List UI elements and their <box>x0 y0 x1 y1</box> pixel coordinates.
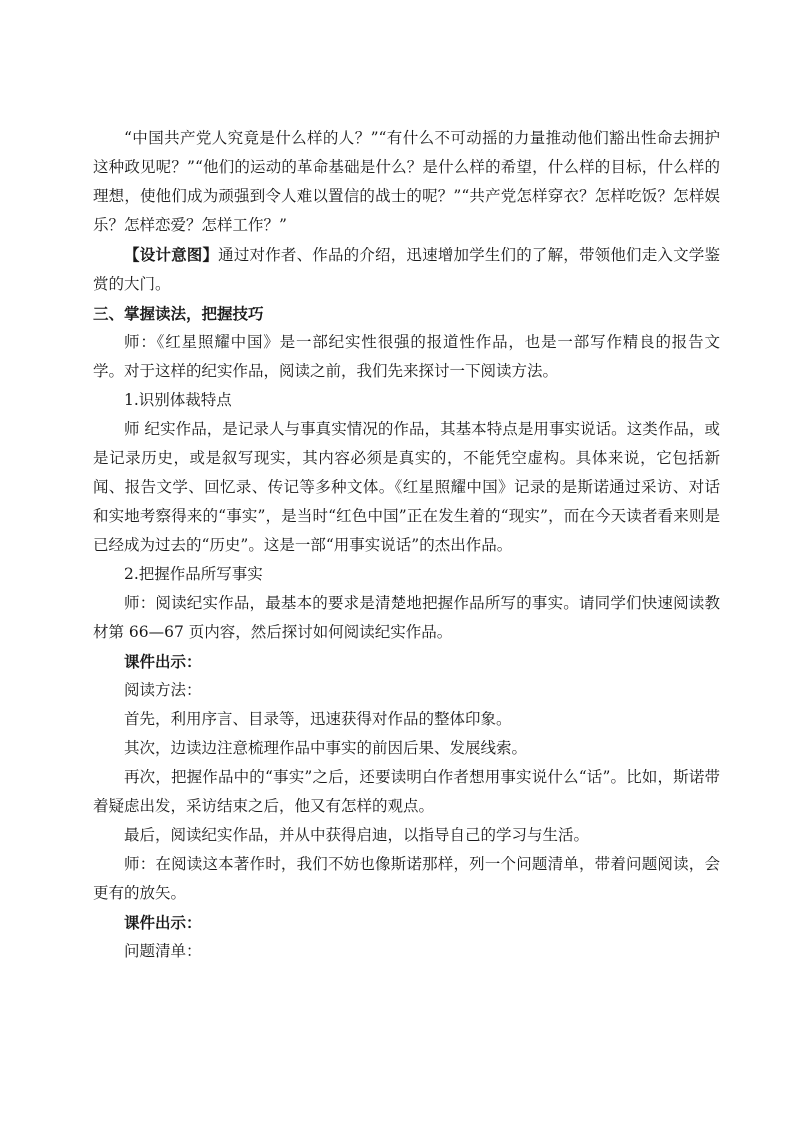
courseware-label-2: 课件出示： <box>124 913 202 932</box>
teacher-paragraph-3: 师：阅读纪实作品，最基本的要求是清楚地把握作品所写的事实。请同学们快速阅读教材第 66—67 页内容，然后探讨如何阅读纪实作品。 <box>93 594 720 641</box>
teacher-paragraph-2: 师 纪实作品，是记录人与事真实情况的作品，其基本特点是用事实说话。这类作品，或是记录历史，或是叙写现实，其内容必须是真实的，不能凭空虚构。具体来说，它包括新闻、报告文学、回忆录、传记等多种文体。《红星照耀中国》记录的是斯诺通过采访、对话和实地考察得来的“事实”，是当时“红色中国”正在发生着的“现实”，而在今天读者看来则是已经成为过去的“历史”。这是一部“用事实说话”的杰出作品。 <box>93 420 720 554</box>
design-intent-text: 通过对作者、作品的介绍，迅速增加学生们的了解，带领他们走入文学鉴赏的大门。 <box>93 246 720 293</box>
method-item-1: 首先，利用序言、目录等，迅速获得对作品的整体印象。 <box>124 710 512 728</box>
courseware-label-1: 课件出示： <box>124 652 202 671</box>
method-title: 阅读方法： <box>124 681 202 699</box>
design-intent-label: 【设计意图】 <box>124 245 219 264</box>
question-list-title: 问题清单： <box>124 942 202 960</box>
method-item-4: 最后，阅读纪实作品，并从中获得启迪，以指导自己的学习与生活。 <box>124 826 590 844</box>
teacher-paragraph-1: 师：《红星照耀中国》是一部纪实性很强的报道性作品，也是一部写作精良的报告文学。对于这样的纪实作品，阅读之前，我们先来探讨一下阅读方法。 <box>93 333 720 380</box>
document-page <box>93 124 720 966</box>
section-heading-3: 三、掌握读法，把握技巧 <box>93 304 264 323</box>
teacher-paragraph-4: 师：在阅读这本著作时，我们不妨也像斯诺那样，列一个问题清单，带着问题阅读，会更有的放矢。 <box>93 855 720 902</box>
method-item-3: 再次，把握作品中的“事实”之后，还要读明白作者想用事实说什么“话”。比如，斯诺带着疑虑出发，采访结束之后，他又有怎样的观点。 <box>93 768 720 815</box>
design-intent-paragraph <box>93 240 720 299</box>
subheading-2: 2.把握作品所写事实 <box>124 565 263 583</box>
subheading-1: 1.识别体裁特点 <box>124 391 232 409</box>
quote-paragraph: “中国共产党人究竟是什么样的人？”“有什么不可动摇的力量推动他们豁出性命去拥护这种政见呢？”“他们的运动的革命基础是什么？是什么样的希望，什么样的目标，什么样的理想，使他们成为顽强到令人难以置信的战士的呢？”“共产党怎样穿衣？怎样吃饭？怎样娱乐？怎样恋爱？怎样工作？” <box>93 129 720 234</box>
method-item-2: 其次，边读边注意梳理作品中事实的前因后果、发展线索。 <box>124 739 528 757</box>
